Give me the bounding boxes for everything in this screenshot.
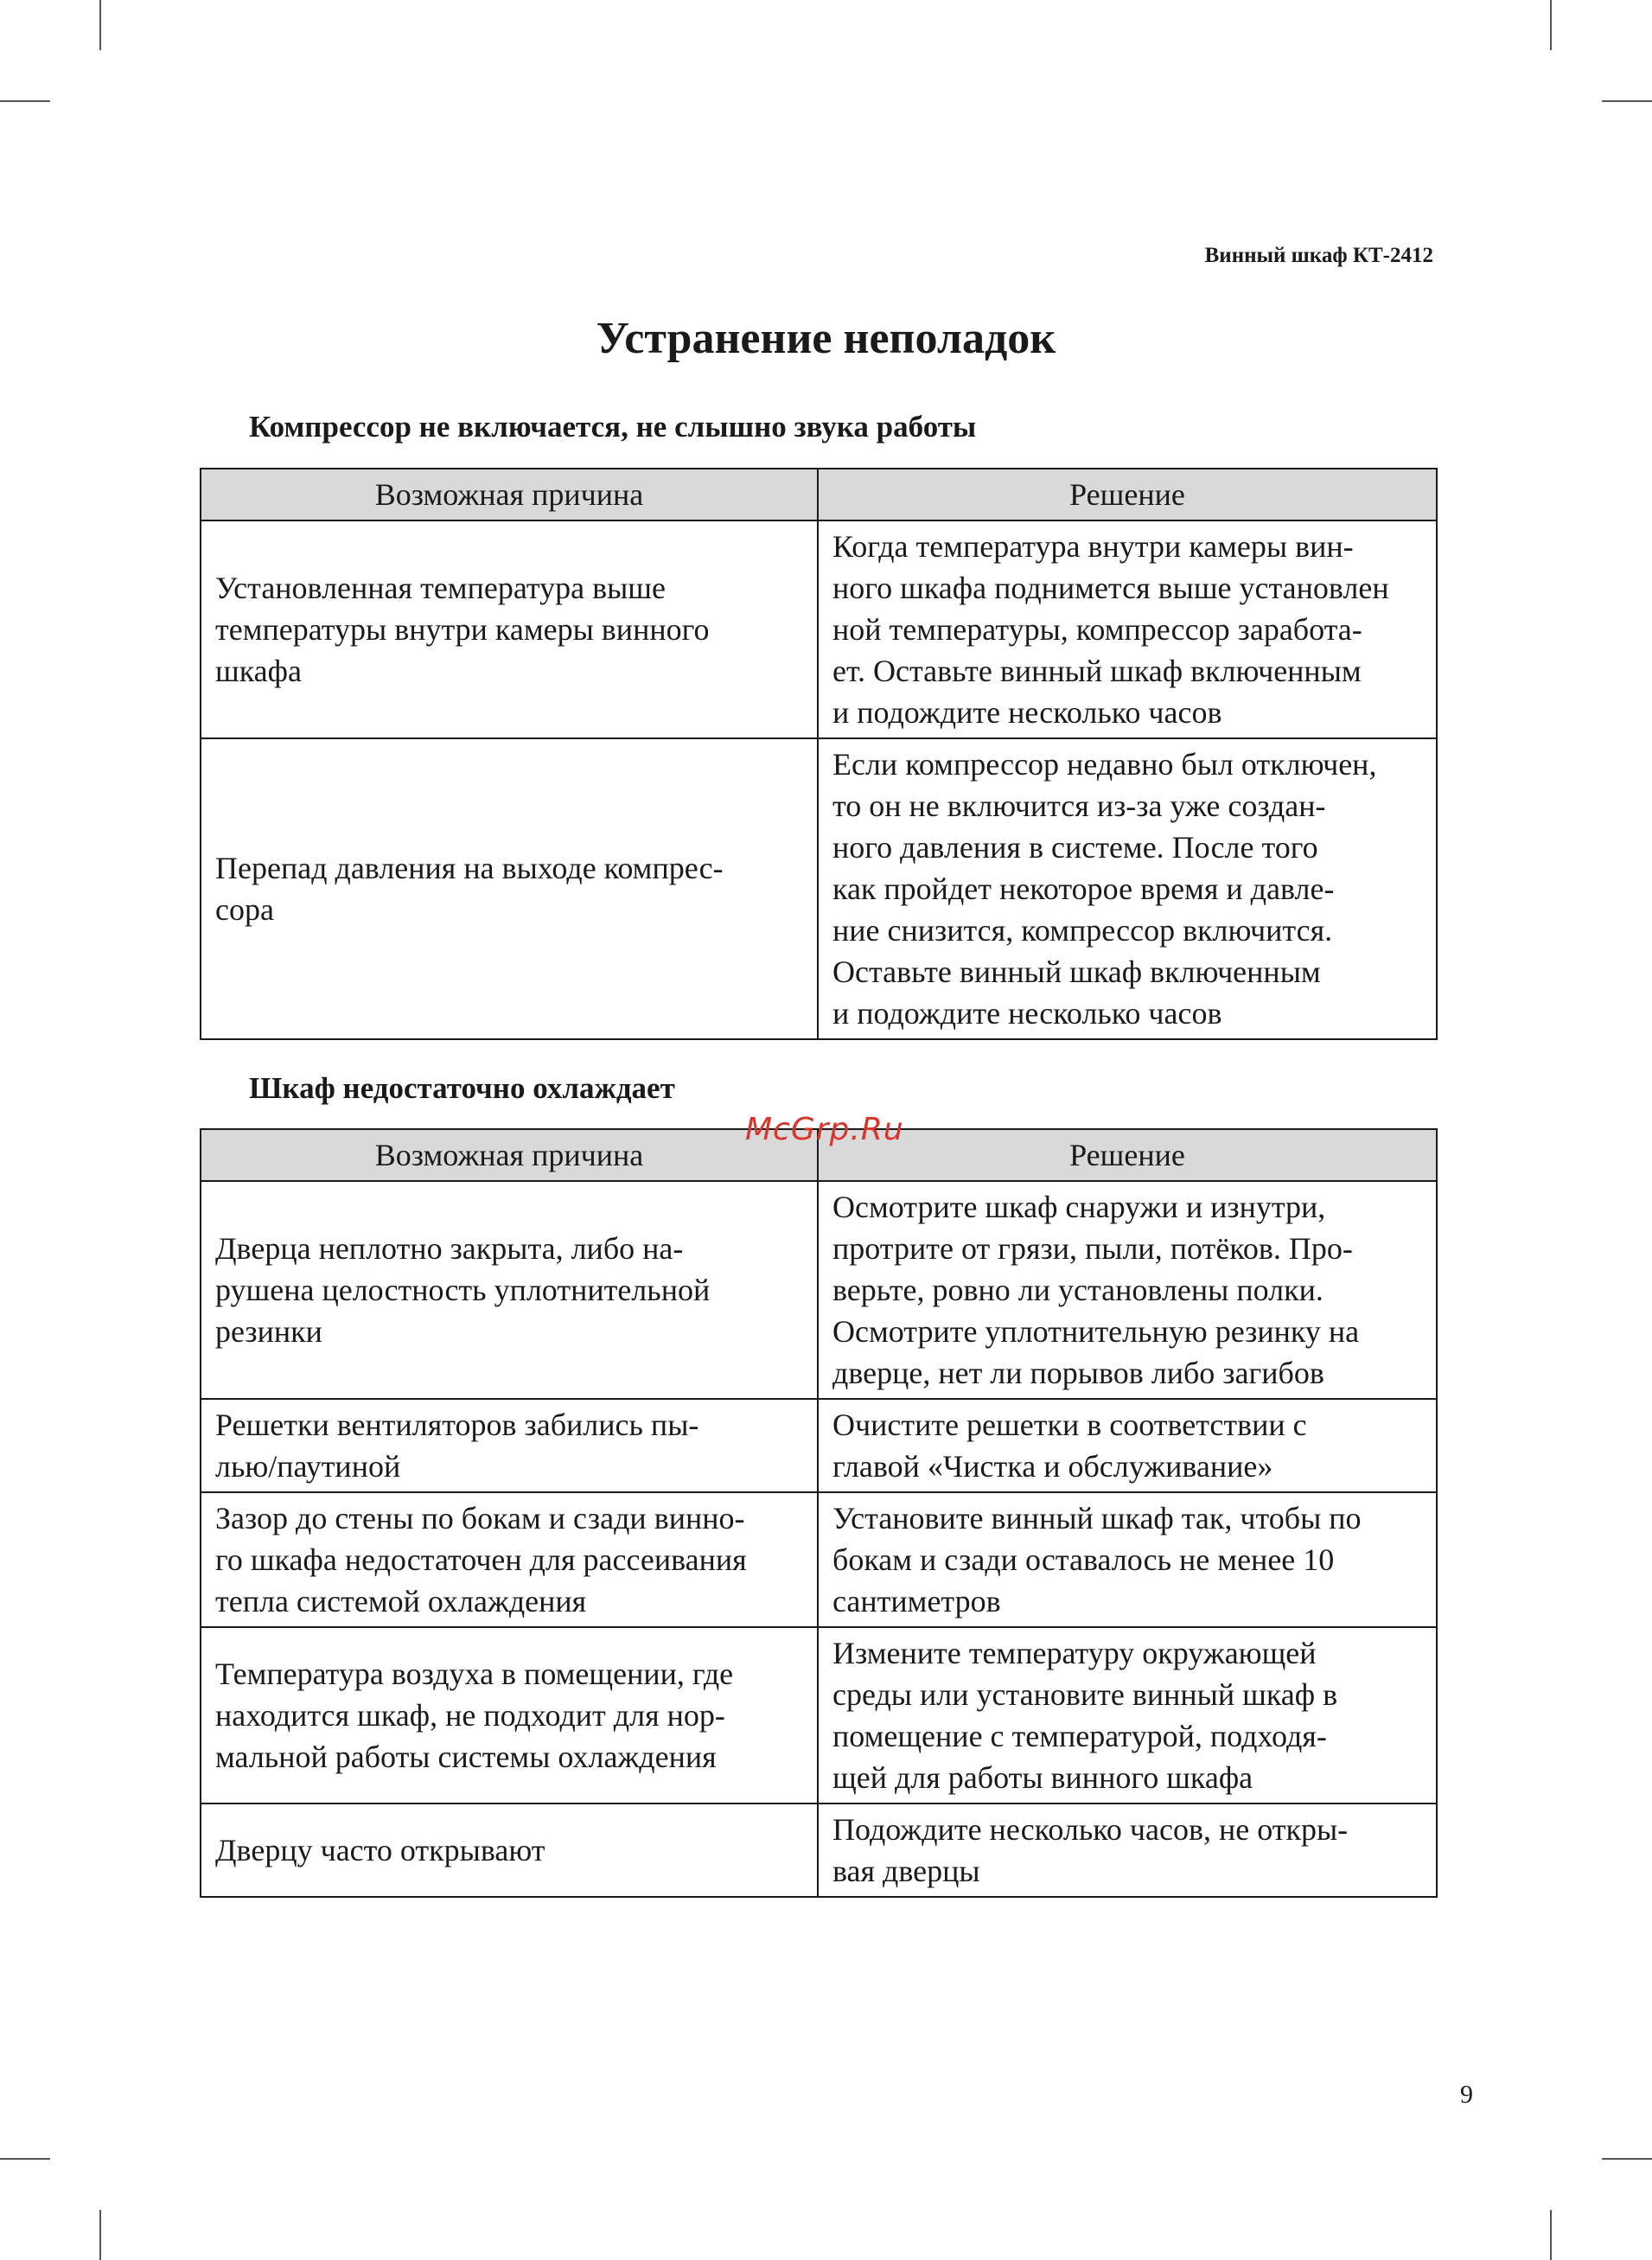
solution-cell: [818, 1804, 1437, 1897]
column-header-cause: Возможная причина: [201, 1129, 818, 1181]
cause-cell: [201, 1399, 818, 1492]
table-header-row: [201, 469, 1437, 520]
solution-text: Осмотрите шкаф снаружи и изнутри, протрите от грязи, пыли, потёков. Про- верьте, ровно ли установлены полки. Осмотрите уплотнительную резинку на дверце, нет ли порывов либо загибов: [832, 1190, 1360, 1390]
crop-mark: [0, 2158, 50, 2160]
column-header-solution: Решение: [818, 469, 1437, 520]
solution-cell: [818, 1181, 1437, 1399]
crop-mark: [1550, 2210, 1552, 2260]
running-header: Винный шкаф КТ-2412: [1204, 244, 1433, 267]
solution-cell: [818, 520, 1437, 738]
section-heading: Компрессор не включается, не слышно звука работы: [249, 410, 977, 444]
watermark: McGrp.Ru: [745, 1112, 904, 1147]
column-header-solution: Решение: [818, 1129, 1437, 1181]
cause-text: Решетки вентиляторов забились пы- лью/паутиной: [215, 1408, 699, 1484]
table-row: [201, 1627, 1437, 1804]
solution-text: Очистите решетки в соответствии с главой «Чистка и обслуживание»: [832, 1408, 1307, 1484]
troubleshooting-table: [200, 468, 1438, 1040]
cause-cell: [201, 520, 818, 738]
solution-text: Если компрессор недавно был отключен, то он не включится из-за уже создан- ного давления в системе. После того как пройдет некоторое время и давле- ние снизится, компрессор включится. Оставьте винный шкаф включенным и подождите несколько часов: [832, 747, 1377, 1031]
section-heading: Шкаф недостаточно охлаждает: [249, 1071, 675, 1105]
cause-cell: [201, 1492, 818, 1627]
page-title: Устранение неполадок: [596, 314, 1056, 363]
crop-mark: [1550, 0, 1552, 50]
crop-mark: [1602, 100, 1652, 102]
solution-cell: [818, 1399, 1437, 1492]
page-number: 9: [1460, 2080, 1473, 2109]
crop-mark: [1602, 2158, 1652, 2160]
cause-text: Установленная температура выше температуры внутри камеры винного шкафа: [215, 571, 710, 688]
cause-text: Дверца неплотно закрыта, либо на- рушена целостность уплотнительной резинки: [215, 1231, 711, 1349]
cause-text: Перепад давления на выходе компрес- сора: [215, 851, 724, 927]
table-row: [201, 1804, 1437, 1897]
cause-text: Температура воздуха в помещении, где находится шкаф, не подходит для нор- мальной работы системы охлаждения: [215, 1657, 734, 1774]
cause-cell: [201, 1804, 818, 1897]
table-row: [201, 1399, 1437, 1492]
cause-cell: [201, 738, 818, 1039]
table-row: [201, 1492, 1437, 1627]
crop-mark: [99, 0, 101, 50]
cause-text: Зазор до стены по бокам и сзади винно- го шкафа недостаточен для рассеивания тепла системой охлаждения: [215, 1501, 747, 1618]
solution-cell: [818, 1627, 1437, 1804]
solution-cell: [818, 1492, 1437, 1627]
cause-text: Дверцу часто открывают: [215, 1833, 545, 1867]
solution-cell: [818, 738, 1437, 1039]
column-header-cause: Возможная причина: [201, 469, 818, 520]
solution-text: Установите винный шкаф так, чтобы по бокам и сзади оставалось не менее 10 сантиметров: [832, 1501, 1362, 1618]
table-row: [201, 738, 1437, 1039]
troubleshooting-table: [200, 1128, 1438, 1898]
table-row: [201, 1181, 1437, 1399]
cause-cell: [201, 1627, 818, 1804]
cause-cell: [201, 1181, 818, 1399]
table-row: [201, 520, 1437, 738]
solution-text: Когда температура внутри камеры вин- ного шкафа поднимется выше установлен ной температуры, компрессор заработа- ет. Оставьте винный шкаф включенным и подождите несколько часов: [832, 529, 1389, 730]
solution-text: Подождите несколько часов, не откры- вая дверцы: [832, 1812, 1349, 1888]
solution-text: Измените температуру окружающей среды или установите винный шкаф в помещение с температурой, подходя- щей для работы винного шкафа: [832, 1636, 1338, 1795]
crop-mark: [99, 2210, 101, 2260]
crop-mark: [0, 100, 50, 102]
